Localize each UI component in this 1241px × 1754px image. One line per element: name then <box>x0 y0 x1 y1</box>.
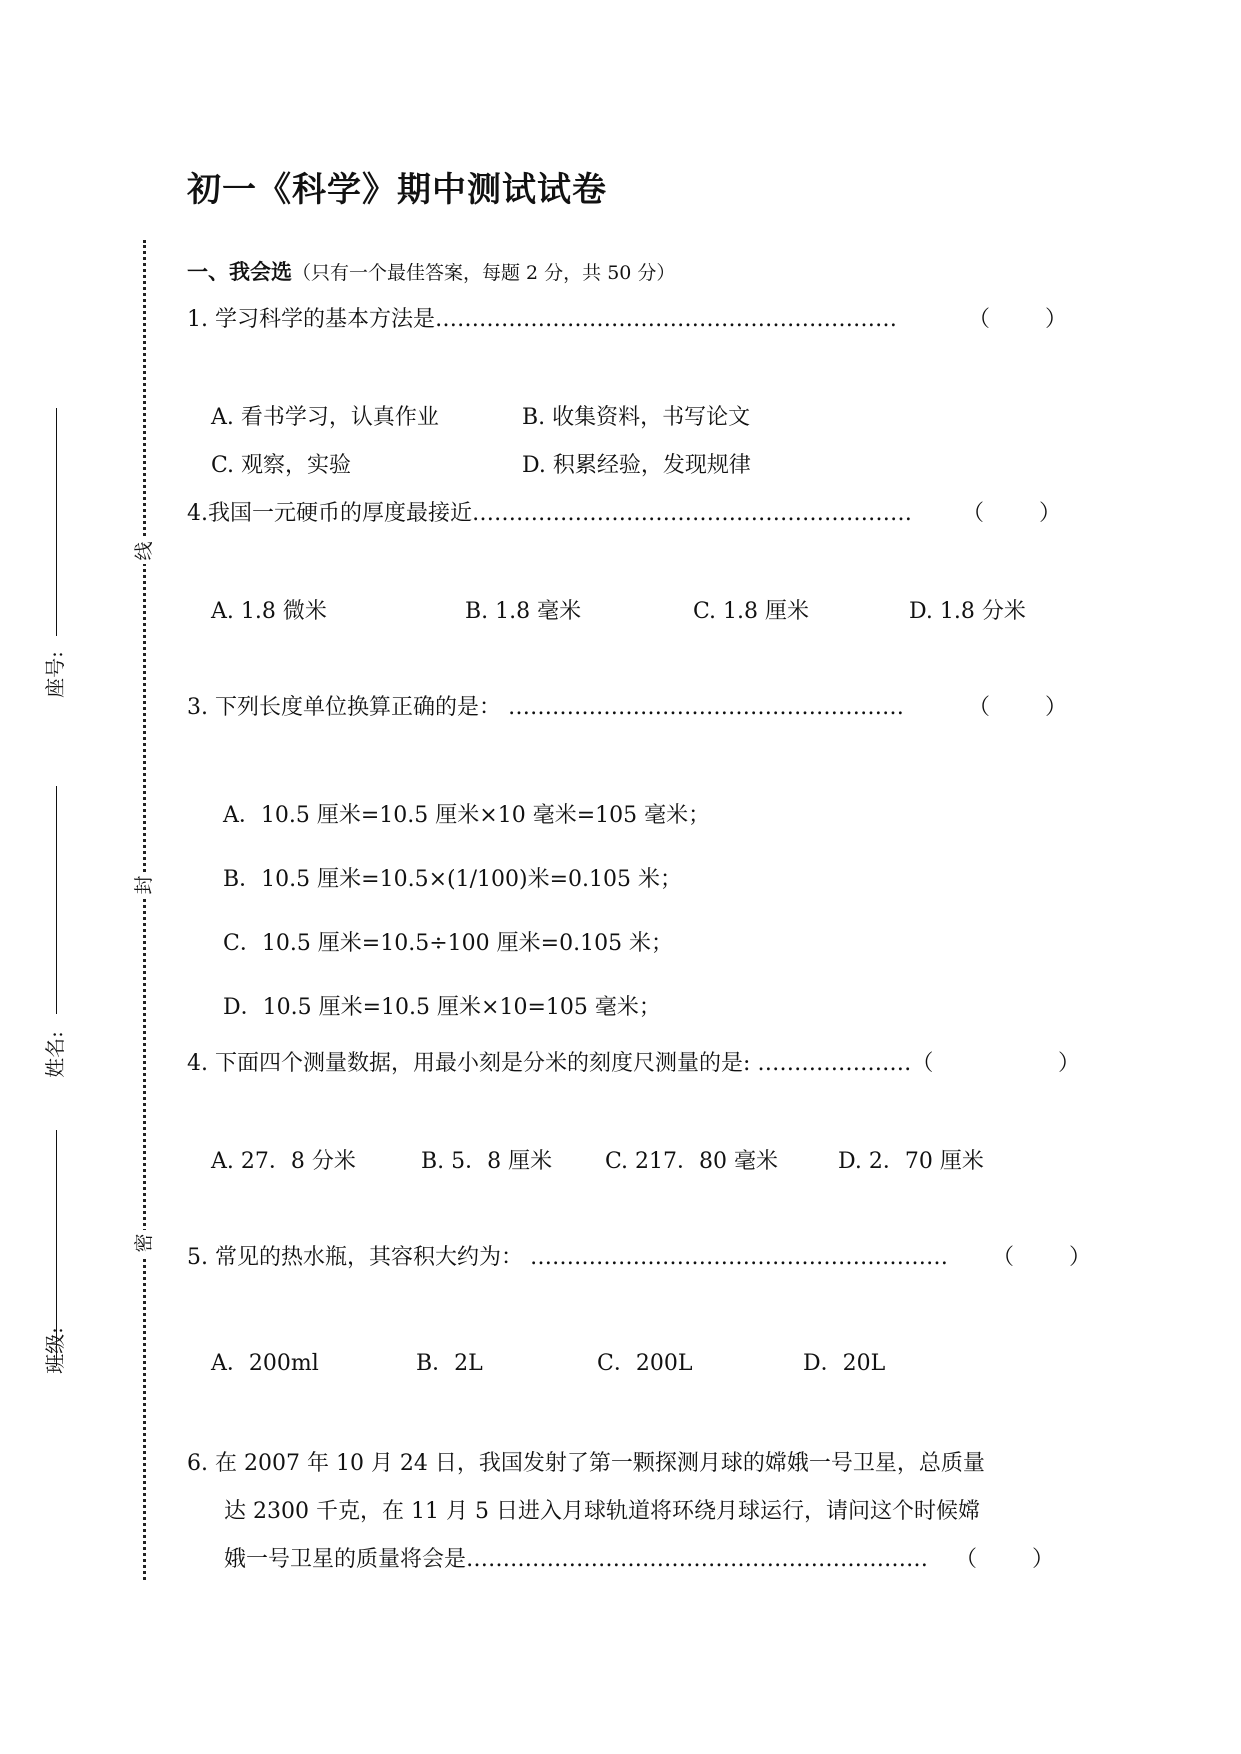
binding-mark-mi: 密 <box>131 1230 157 1256</box>
question-1-answer-blank[interactable]: （ ） <box>968 307 1091 332</box>
question-3-stem: 3. 下列长度单位换算正确的是： ……………………………………………… <box>187 695 904 720</box>
question-2-option-b: B. 1.8 毫米 <box>465 599 582 624</box>
question-3-option-d: D．10.5 厘米=10.5 厘米×10=105 毫米； <box>223 995 661 1020</box>
question-3-answer-blank[interactable]: （ ） <box>968 695 1091 720</box>
seat-number-line[interactable] <box>56 408 57 636</box>
class-label: 班级: <box>42 1327 67 1374</box>
page-title: 初一《科学》期中测试试卷 <box>187 170 607 210</box>
question-5-option-c: C．200L <box>597 1351 693 1376</box>
question-1-option-b: B. 收集资料，书写论文 <box>522 405 751 430</box>
question-4-option-b: B. 5．8 厘米 <box>421 1149 553 1174</box>
name-label: 姓名: <box>42 1031 67 1078</box>
question-4-stem: 4. 下面四个测量数据，用最小刻是分米的刻度尺测量的是: …………………（ <box>187 1051 934 1076</box>
question-6-stem-line-2: 达 2300 千克，在 11 月 5 日进入月球轨道将环绕月球运行，请问这个时候嫦 <box>224 1499 980 1524</box>
question-3-option-a: A．10.5 厘米=10.5 厘米×10 毫米=105 毫米； <box>223 803 711 828</box>
question-4-option-a: A. 27．8 分米 <box>211 1149 356 1174</box>
question-3-option-c: C．10.5 厘米=10.5÷100 厘米=0.105 米； <box>223 931 674 956</box>
question-5-option-b: B．2L <box>416 1351 483 1376</box>
binding-dotted-line <box>143 240 146 1580</box>
section-title: 一、我会选 <box>187 259 292 284</box>
question-6-answer-blank[interactable]: （ ） <box>955 1547 1078 1572</box>
question-6-stem-line-3: 娥一号卫星的质量将会是……………………………………………………… <box>224 1547 929 1572</box>
question-5-answer-blank[interactable]: （ ） <box>992 1245 1115 1270</box>
question-4-option-d: D. 2．70 厘米 <box>838 1149 984 1174</box>
question-1-option-d: D. 积累经验，发现规律 <box>522 453 751 478</box>
question-1-option-c: C. 观察，实验 <box>211 453 352 478</box>
binding-mark-feng: 封 <box>131 872 157 898</box>
name-line[interactable] <box>56 786 57 1014</box>
section-note: （只有一个最佳答案，每题 2 分，共 50 分） <box>292 262 676 284</box>
question-5-option-d: D．20L <box>803 1351 886 1376</box>
question-1-stem: 1. 学习科学的基本方法是……………………………………………………… <box>187 307 897 332</box>
question-5-option-a: A．200ml <box>211 1351 319 1376</box>
question-1-option-a: A. 看书学习，认真作业 <box>211 405 439 430</box>
question-2-stem: 4.我国一元硬币的厚度最接近…………………………………………………… <box>187 501 912 526</box>
question-2-option-d: D. 1.8 分米 <box>909 599 1026 624</box>
question-4-option-c: C. 217．80 毫米 <box>605 1149 779 1174</box>
question-6-stem-line-1: 6. 在 2007 年 10 月 24 日，我国发射了第一颗探测月球的嫦娥一号卫星，总质量 <box>187 1451 985 1476</box>
seat-number-label: 座号: <box>42 651 67 698</box>
question-3-option-b: B．10.5 厘米=10.5×(1/100)米=0.105 米； <box>223 867 682 892</box>
question-5-stem: 5. 常见的热水瓶，其容积大约为： ………………………………………………… <box>187 1245 948 1270</box>
binding-mark-xian: 线 <box>131 538 157 564</box>
question-4-answer-blank[interactable]: ） <box>1058 1051 1081 1076</box>
question-2-answer-blank[interactable]: （ ） <box>962 501 1085 526</box>
section-heading <box>187 256 675 286</box>
question-2-option-c: C. 1.8 厘米 <box>693 599 810 624</box>
question-2-option-a: A. 1.8 微米 <box>211 599 327 624</box>
